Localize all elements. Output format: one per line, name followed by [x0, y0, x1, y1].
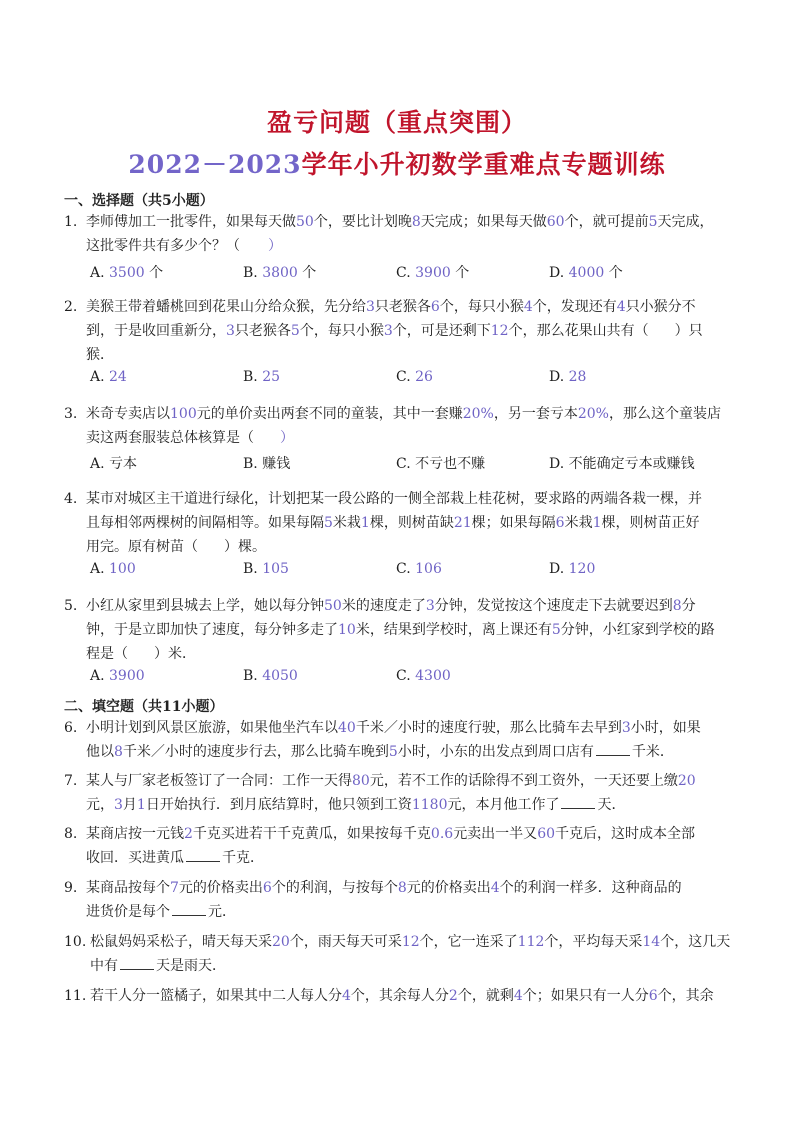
question-line: 米奇专卖店以100元的单价卖出两套不同的童装，其中一套赚20%，另一套亏本20%，那么这个童装店: [86, 406, 721, 422]
question-line: 钟，于是立即加快了速度，每分钟多走了10米，结果到学校时，离上课还有5分钟，小红家到学校的路: [86, 622, 715, 638]
option-c[interactable]: C. 26: [396, 369, 433, 385]
question-1: [64, 210, 744, 258]
question-line: 他以8千米／小时的速度步行去，那么比骑车晚到5小时，小东的出发点到周口店有 千米．: [86, 740, 744, 764]
question-number: 1.: [64, 214, 78, 230]
question-number: 4.: [64, 491, 78, 507]
option-b[interactable]: B. 4050: [243, 668, 298, 684]
option-d[interactable]: D. 4000 个: [549, 265, 623, 281]
question-line: 小红从家里到县城去上学，她以每分钟50米的速度走了3分钟，发觉按这个速度走下去就要迟到8分: [86, 598, 696, 614]
answer-blank[interactable]: [186, 847, 220, 862]
question-line: 猴．: [86, 347, 114, 363]
question-line: 松鼠妈妈采松子，晴天每天采20个，雨天每天可采12个，它一连采了112个，平均每天采14个，这几天: [90, 934, 731, 950]
option-a[interactable]: A. 亏本: [90, 456, 138, 472]
question-3: [64, 402, 744, 450]
question-10: [64, 930, 744, 978]
question-number: 9.: [64, 880, 78, 896]
question-8: [64, 822, 744, 870]
question-text: [86, 716, 744, 764]
question-line: 中有 天是雨天．: [90, 954, 744, 978]
option-a[interactable]: A. 3500 个: [90, 265, 164, 281]
question-11: [64, 984, 744, 1008]
question-line: 到，于是收回重新分，3只老猴各5个，每只小猴3个，可是还剩下12个，那么花果山共有（ ）只: [86, 323, 703, 339]
question-7: [64, 769, 744, 817]
option-d[interactable]: D. 120: [549, 561, 596, 577]
option-b[interactable]: B. 25: [243, 369, 281, 385]
question-6: [64, 716, 744, 764]
question-number: 5.: [64, 598, 78, 614]
section-fill-heading: 二、填空题（共11小题）: [64, 699, 224, 715]
question-line: 某人与厂家老板签订了一合同：工作一天得80元，若不工作的话除得不到工资外，一天还要上缴20: [86, 773, 696, 789]
option-c[interactable]: C. 4300: [396, 668, 451, 684]
question-line: 李师傅加工一批零件，如果每天做50个，要比计划晚8天完成；如果每天做60个，就可提前5天完成，: [86, 214, 714, 230]
question-text: [86, 822, 744, 870]
question-line: 某市对城区主干道进行绿化，计划把某一段公路的一侧全部栽上桂花树，要求路的两端各栽一棵，并: [86, 491, 702, 507]
question-number: 8.: [64, 826, 78, 842]
question-2: [64, 295, 744, 367]
question-line: 小明计划到风景区旅游，如果他坐汽车以40千米／小时的速度行驶，那么比骑车去早到3小时，如果: [86, 720, 701, 736]
question-text: [86, 487, 744, 559]
question-line: 某商品按每个7元的价格卖出6个的利润，与按每个8元的价格卖出4个的利润一样多．这种商品的: [86, 880, 682, 896]
option-b[interactable]: B. 赚钱: [243, 456, 291, 472]
answer-blank[interactable]: [596, 741, 630, 756]
question-text: [86, 402, 744, 450]
question-number: 11.: [64, 988, 87, 1004]
option-c[interactable]: C. 3900 个: [396, 265, 470, 281]
question-text: [86, 769, 744, 817]
option-d[interactable]: D. 不能确定亏本或赚钱: [549, 456, 695, 472]
question-number: 7.: [64, 773, 78, 789]
option-c[interactable]: C. 不亏也不赚: [396, 456, 486, 472]
question-line: 程是（ ）米．: [86, 646, 196, 662]
question-line: 用完。原有树苗（ ）棵。: [86, 539, 266, 555]
question-text: [90, 984, 744, 1008]
question-text: [86, 594, 744, 666]
question-line: 某商店按一元钱2千克买进若干千克黄瓜，如果按每千克0.6元卖出一半又60千克后，这时成本全部: [86, 826, 696, 842]
question-number: 2.: [64, 299, 78, 315]
option-a[interactable]: A. 100: [90, 561, 136, 577]
question-number: 6.: [64, 720, 78, 736]
option-b[interactable]: B. 3800 个: [243, 265, 317, 281]
page-subtitle: [0, 145, 794, 181]
answer-blank[interactable]: [561, 794, 595, 809]
question-line: 元，3月1日开始执行．到月底结算时，他只领到工资1180元，本月他工作了 天．: [86, 793, 744, 817]
option-a[interactable]: A. 3900: [90, 668, 145, 684]
question-text: [86, 295, 744, 367]
question-number: 10.: [64, 934, 87, 950]
answer-blank[interactable]: [172, 901, 206, 916]
question-line: 这批零件共有多少个？（ ）: [86, 238, 282, 254]
question-line: 若干人分一篮橘子，如果其中二人每人分4个，其余每人分2个，就剩4个；如果只有一人分6个，其余: [90, 988, 714, 1004]
question-text: [86, 210, 744, 258]
question-line: 美猴王带着蟠桃回到花果山分给众猴，先分给3只老猴各6个，每只小猴4个，发现还有4只小猴分不: [86, 299, 696, 315]
page-title: 盈亏问题（重点突围）: [266, 108, 527, 137]
question-number: 3.: [64, 406, 78, 422]
question-text: [86, 876, 744, 924]
option-d[interactable]: D. 28: [549, 369, 587, 385]
question-text: [90, 930, 744, 978]
option-b[interactable]: B. 105: [243, 561, 289, 577]
question-line: 卖这两套服装总体核算是（ ）: [86, 430, 294, 446]
option-c[interactable]: C. 106: [396, 561, 442, 577]
question-5: [64, 594, 744, 666]
question-line: 进货价是每个 元．: [86, 900, 744, 924]
subtitle-text: 学年小升初数学重难点专题训练: [301, 150, 666, 179]
section-choice-heading: 一、选择题（共5小题）: [64, 193, 214, 209]
question-9: [64, 876, 744, 924]
question-line: 收回．买进黄瓜 千克．: [86, 846, 744, 870]
option-a[interactable]: A. 24: [90, 369, 127, 385]
question-4: [64, 487, 744, 559]
answer-blank[interactable]: [120, 955, 154, 970]
question-line: 且每相邻两棵树的间隔相等。如果每隔5米栽1棵，则树苗缺21棵；如果每隔6米栽1棵，则树苗正好: [86, 515, 700, 531]
subtitle-year: 2022－2023: [128, 150, 302, 179]
